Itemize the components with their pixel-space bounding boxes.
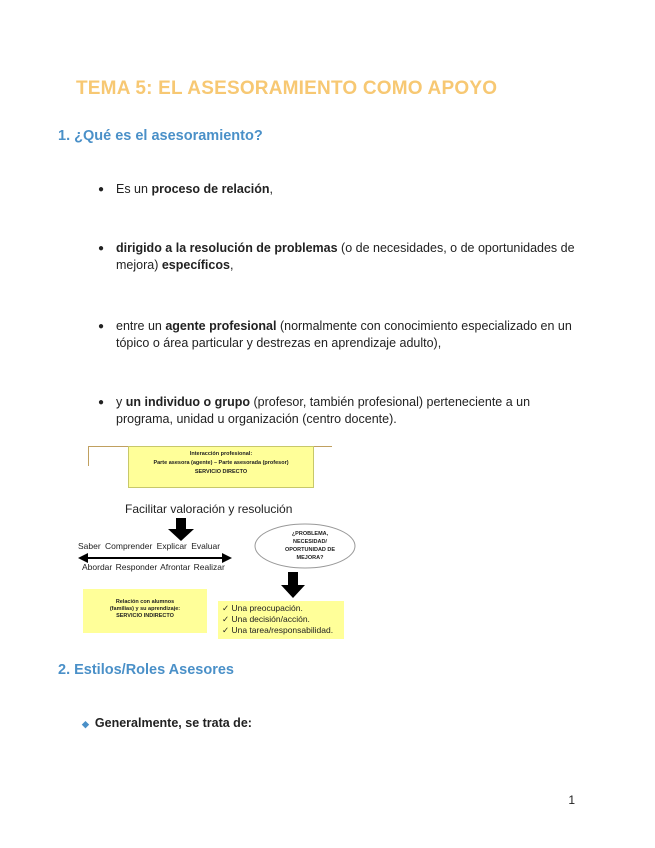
bullet-item: ● entre un agente profesional (normalmente con conocimiento especializado en un tópico o área particular y destrezas en aprendizaje adulto), [98, 319, 572, 350]
bullet-item: ● Es un proceso de relación, [98, 182, 274, 196]
down-arrow-icon [281, 572, 305, 598]
sub-bullet: ◆ Generalmente, se trata de: [82, 716, 252, 730]
page-number: 1 [568, 793, 575, 807]
section-heading-2: 2. Estilos/Roles Asesores [58, 662, 234, 678]
verbs-top: Saber Comprender Explicar Evaluar [78, 541, 221, 551]
cloud-question: ¿PROBLEMA, NECESIDAD/ OPORTUNIDAD DE MEJORA? [284, 531, 336, 561]
top-box-direct-service: Interacción profesional: Parte asesora (agente) – Parte asesorada (profesor) SERVICIO DIRECTO [128, 446, 314, 488]
bullet-item: ● dirigido a la resolución de problemas (o de necesidades, o de oportunidades de mejora) específicos, [98, 241, 575, 272]
bullet-dot-icon: ● [98, 397, 105, 408]
check-icon: ✓ [222, 625, 232, 635]
facilitar-label: Facilitar valoración y resolución [125, 502, 293, 516]
verbs-bottom: Abordar Responder Afrontar Realizar [82, 562, 225, 572]
down-arrow-icon [168, 518, 194, 541]
checklist-box [218, 601, 344, 639]
list-item: ✓ Una tarea/responsabilidad. [222, 625, 334, 635]
list-item: ✓ Una preocupación. [222, 603, 303, 613]
bullet-dot-icon: ● [98, 243, 105, 254]
bullet-item: ● y un individuo o grupo (profesor, también profesional) perteneciente a un programa, unidad u organización (centro docente). [98, 395, 531, 426]
section-heading-1: 1. ¿Qué es el asesoramiento? [58, 128, 263, 144]
bullet-dot-icon: ● [98, 321, 105, 332]
check-icon: ✓ [222, 603, 232, 613]
list-item: ✓ Una decisión/acción. [222, 614, 310, 624]
bottom-box-indirect-service: Relación con alumnos (familias) y su aprendizaje: SERVICIO INDIRECTO [83, 589, 207, 633]
check-icon: ✓ [222, 614, 232, 624]
page-title: TEMA 5: EL ASESORAMIENTO COMO APOYO [76, 78, 498, 99]
diamond-bullet-icon: ◆ [82, 719, 89, 729]
bullet-dot-icon: ● [98, 184, 105, 195]
